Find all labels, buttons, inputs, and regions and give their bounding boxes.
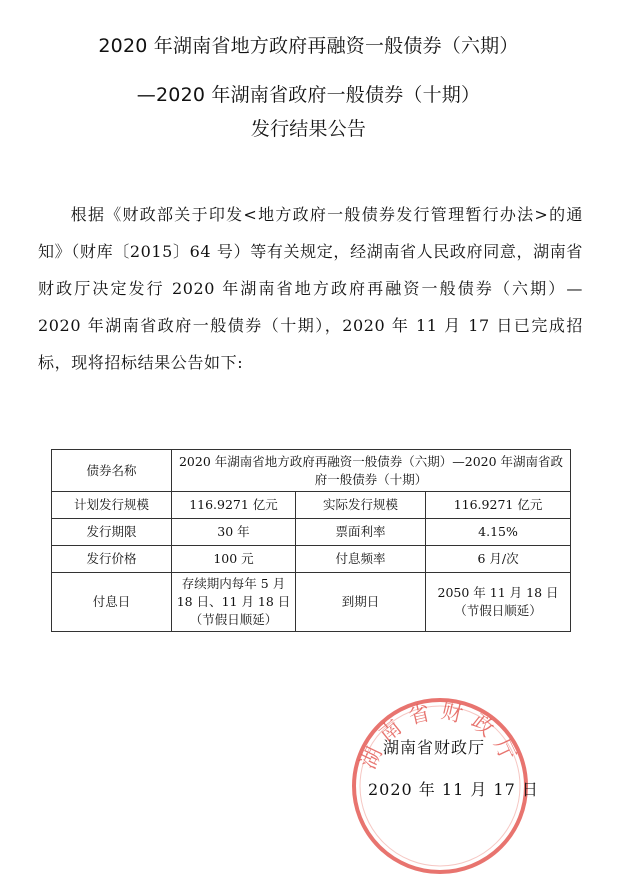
table-row (52, 573, 571, 632)
table-cell-label: 发行价格 (52, 546, 172, 573)
table-cell-value: 2020 年湖南省地方政府再融资一般债券（六期）—2020 年湖南省政府一般债券（十期） (172, 450, 571, 492)
seal-text: 湖南省财政厅 (356, 698, 524, 773)
table-cell-value: 30 年 (172, 519, 296, 546)
title-line-1: 2020 年湖南省地方政府再融资一般债券（六期） (98, 35, 519, 57)
table-cell-label: 到期日 (296, 573, 426, 632)
table-cell-label: 债券名称 (52, 450, 172, 492)
table-row (52, 546, 571, 573)
title-line-2: —2020 年湖南省政府一般债券（十期） (136, 84, 481, 106)
table-row (52, 450, 571, 492)
body-paragraph-text: 根据《财政部关于印发<地方政府一般债券发行管理暂行办法>的通知》（财库〔2015〕64 号）等有关规定，经湖南省人民政府同意，湖南省财政厅决定发行 2020 年湖南省地方政府再融资一般债券（六期）—2020 年湖南省政府一般债券（十期），2020 年 11 月 17 日已完成招标，现将招标结果公告如下: (38, 205, 583, 372)
table-cell-label: 付息日 (52, 573, 172, 632)
signature-date: 2020 年 11 月 17 日 (368, 780, 539, 799)
title-line-3: 发行结果公告 (250, 118, 367, 140)
signature-org: 湖南省财政厅 (383, 738, 486, 757)
table-cell-value: 100 元 (172, 546, 296, 573)
table-cell-value: 存续期内每年 5 月 18 日、11 月 18 日（节假日顺延） (172, 573, 296, 632)
table-row (52, 492, 571, 519)
table-cell-value: 4.15% (426, 519, 571, 546)
table-cell-label: 票面利率 (296, 519, 426, 546)
table-cell-value: 2050 年 11 月 18 日（节假日顺延） (426, 573, 571, 632)
table-cell-value: 116.9271 亿元 (426, 492, 571, 519)
table-cell-label: 发行期限 (52, 519, 172, 546)
results-table (51, 449, 571, 632)
table-cell-label: 实际发行规模 (296, 492, 426, 519)
table-cell-label: 付息频率 (296, 546, 426, 573)
table-cell-label: 计划发行规模 (52, 492, 172, 519)
body-paragraph (38, 196, 583, 381)
table-cell-value: 6 月/次 (426, 546, 571, 573)
table-row (52, 519, 571, 546)
table-cell-value: 116.9271 亿元 (172, 492, 296, 519)
